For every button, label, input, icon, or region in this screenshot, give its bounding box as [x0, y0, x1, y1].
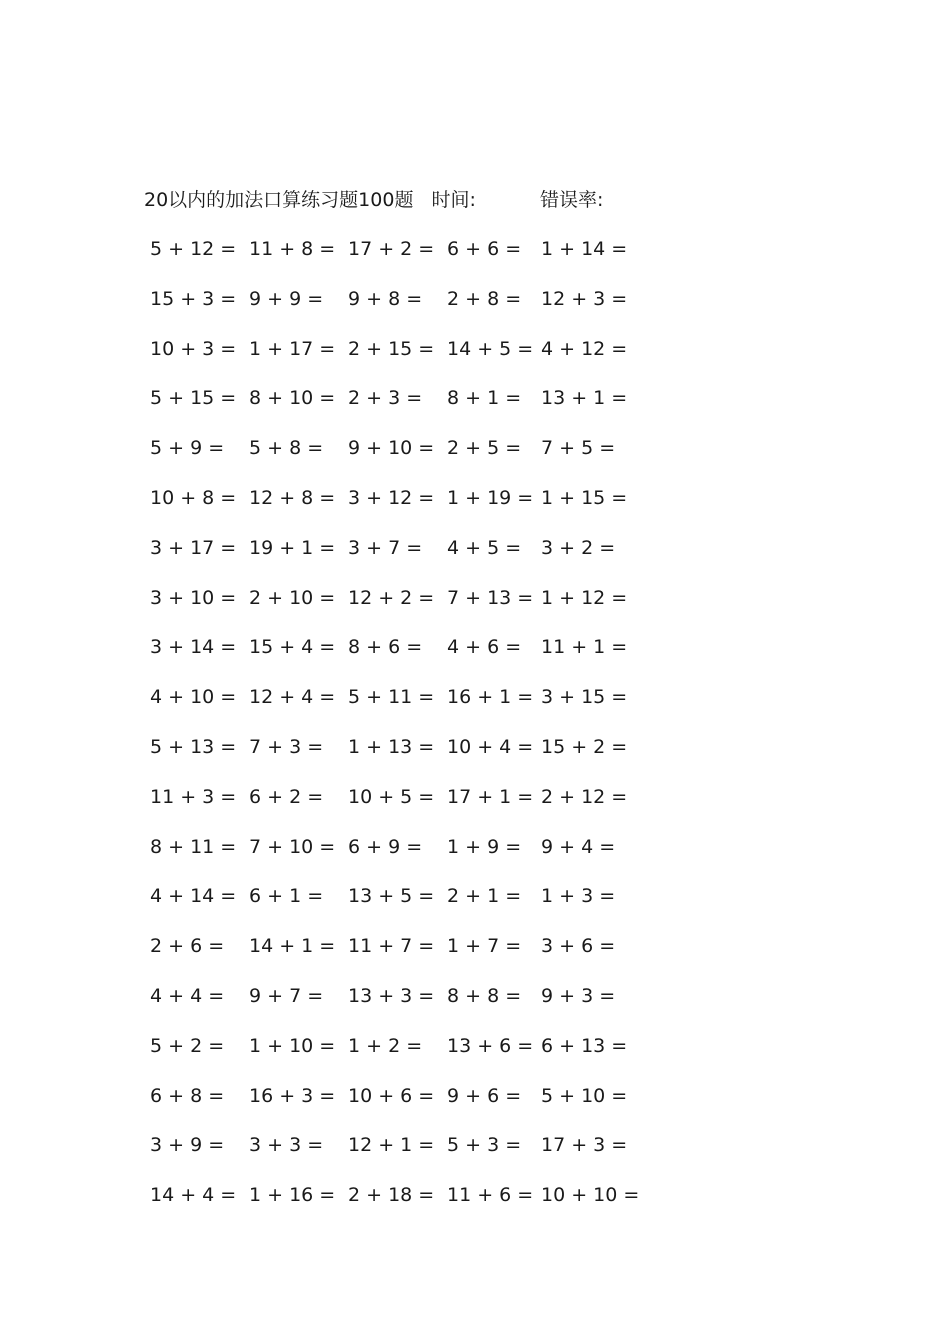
problem-item: 3 + 2 = — [541, 536, 616, 559]
problem-item: 1 + 15 = — [541, 487, 628, 509]
problem-item: 4 + 6 = — [447, 636, 522, 659]
problem-item: 6 + 13 = — [541, 1034, 628, 1057]
problem-item: 1 + 13 = — [348, 736, 435, 758]
problem-item: 9 + 4 = — [541, 835, 616, 858]
problem-item: 3 + 10 = — [150, 586, 237, 609]
problem-item: 10 + 10 = — [541, 1184, 640, 1207]
problem-item: 1 + 2 = — [348, 1034, 423, 1057]
problem-item: 3 + 9 = — [150, 1134, 225, 1157]
problem-item: 7 + 5 = — [541, 437, 616, 460]
problem-item: 17 + 2 = — [348, 238, 435, 260]
problem-item: 12 + 3 = — [541, 287, 628, 310]
problem-item: 15 + 2 = — [541, 736, 628, 758]
problem-item: 8 + 1 = — [447, 387, 522, 410]
problem-item: 12 + 8 = — [249, 487, 336, 509]
problem-item: 3 + 15 = — [541, 686, 628, 709]
problem-item: 5 + 11 = — [348, 686, 435, 709]
problem-item: 2 + 15 = — [348, 337, 435, 360]
problem-item: 1 + 17 = — [249, 337, 336, 360]
problem-item: 6 + 1 = — [249, 885, 324, 908]
problem-item: 4 + 12 = — [541, 337, 628, 360]
problem-item: 15 + 4 = — [249, 636, 336, 659]
problem-item: 2 + 10 = — [249, 586, 336, 609]
problem-item: 8 + 10 = — [249, 387, 336, 410]
problem-item: 1 + 19 = — [447, 487, 534, 509]
problem-item: 2 + 1 = — [447, 885, 522, 908]
problem-item: 10 + 4 = — [447, 736, 534, 758]
problem-item: 6 + 2 = — [249, 785, 324, 808]
problem-item: 4 + 5 = — [447, 536, 522, 559]
problem-item: 10 + 5 = — [348, 785, 435, 808]
error-rate-label: 错误率: — [539, 189, 604, 211]
problem-item: 5 + 2 = — [150, 1034, 225, 1057]
problem-item: 9 + 6 = — [447, 1084, 522, 1107]
problem-item: 2 + 3 = — [348, 387, 423, 410]
problem-item: 3 + 14 = — [150, 636, 237, 659]
problem-item: 8 + 11 = — [150, 835, 237, 858]
problem-item: 3 + 3 = — [249, 1134, 324, 1157]
problem-item: 1 + 9 = — [447, 835, 522, 858]
problem-item: 11 + 8 = — [249, 238, 336, 260]
time-label: 时间: — [431, 189, 476, 211]
problem-item: 13 + 6 = — [447, 1034, 534, 1057]
problem-item: 6 + 8 = — [150, 1084, 225, 1107]
problem-item: 19 + 1 = — [249, 536, 336, 559]
problem-item: 9 + 7 = — [249, 985, 324, 1007]
problem-item: 5 + 8 = — [249, 437, 324, 460]
problem-item: 5 + 9 = — [150, 437, 225, 460]
problem-item: 9 + 3 = — [541, 985, 616, 1007]
problem-item: 2 + 5 = — [447, 437, 522, 460]
problem-item: 9 + 8 = — [348, 287, 423, 310]
problem-item: 7 + 3 = — [249, 736, 324, 758]
problem-item: 1 + 3 = — [541, 885, 616, 908]
problem-item: 15 + 3 = — [150, 287, 237, 310]
problem-item: 12 + 2 = — [348, 586, 435, 609]
problem-item: 11 + 1 = — [541, 636, 628, 659]
problem-item: 4 + 14 = — [150, 885, 237, 908]
problem-item: 13 + 3 = — [348, 985, 435, 1007]
problem-item: 3 + 12 = — [348, 487, 435, 509]
problem-item: 14 + 5 = — [447, 337, 534, 360]
problem-item: 8 + 8 = — [447, 985, 522, 1007]
problem-item: 1 + 12 = — [541, 586, 628, 609]
problem-item: 14 + 1 = — [249, 935, 336, 958]
problem-item: 2 + 6 = — [150, 935, 225, 958]
problem-item: 4 + 4 = — [150, 985, 225, 1007]
problem-item: 3 + 17 = — [150, 536, 237, 559]
problem-item: 10 + 8 = — [150, 487, 237, 509]
problem-item: 14 + 4 = — [150, 1184, 237, 1207]
problem-item: 16 + 1 = — [447, 686, 534, 709]
problem-item: 2 + 12 = — [541, 785, 628, 808]
problem-item: 4 + 10 = — [150, 686, 237, 709]
problem-item: 11 + 3 = — [150, 785, 237, 808]
problem-item: 2 + 8 = — [447, 287, 522, 310]
problem-item: 17 + 3 = — [541, 1134, 628, 1157]
problem-item: 2 + 18 = — [348, 1184, 435, 1207]
problem-item: 6 + 9 = — [348, 835, 423, 858]
problem-item: 7 + 13 = — [447, 586, 534, 609]
problem-item: 5 + 3 = — [447, 1134, 522, 1157]
worksheet-title: 20以内的加法口算练习题100题 — [144, 189, 414, 211]
problem-item: 12 + 4 = — [249, 686, 336, 709]
problem-item: 1 + 10 = — [249, 1034, 336, 1057]
problem-item: 11 + 7 = — [348, 935, 435, 958]
problem-item: 13 + 1 = — [541, 387, 628, 410]
problem-item: 13 + 5 = — [348, 885, 435, 908]
problem-item: 6 + 6 = — [447, 238, 522, 260]
problem-item: 3 + 6 = — [541, 935, 616, 958]
problem-item: 7 + 10 = — [249, 835, 336, 858]
problem-item: 5 + 10 = — [541, 1084, 628, 1107]
problem-item: 9 + 9 = — [249, 287, 324, 310]
problem-item: 12 + 1 = — [348, 1134, 435, 1157]
problem-item: 1 + 14 = — [541, 238, 628, 260]
problem-item: 16 + 3 = — [249, 1084, 336, 1107]
problem-item: 5 + 13 = — [150, 736, 237, 758]
problem-item: 5 + 12 = — [150, 238, 237, 260]
problem-item: 3 + 7 = — [348, 536, 423, 559]
problem-item: 1 + 7 = — [447, 935, 522, 958]
problem-item: 5 + 15 = — [150, 387, 237, 410]
problem-item: 17 + 1 = — [447, 785, 534, 808]
problem-item: 8 + 6 = — [348, 636, 423, 659]
problem-item: 10 + 3 = — [150, 337, 237, 360]
problem-item: 9 + 10 = — [348, 437, 435, 460]
problem-item: 10 + 6 = — [348, 1084, 435, 1107]
problem-item: 11 + 6 = — [447, 1184, 534, 1207]
problem-item: 1 + 16 = — [249, 1184, 336, 1207]
